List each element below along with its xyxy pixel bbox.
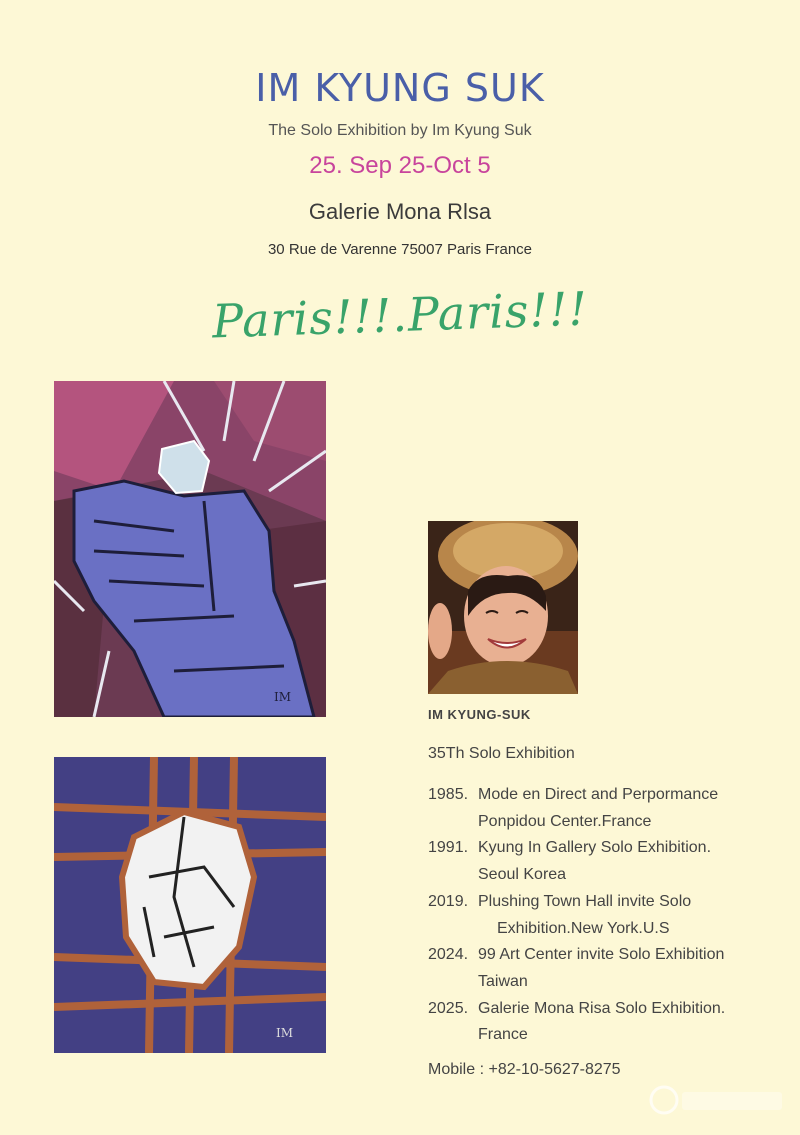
history-item-continued (428, 969, 768, 996)
history-line: Kyung In Gallery Solo Exhibition. (478, 839, 712, 857)
history-line: 99 Art Center invite Solo Exhibition (478, 946, 725, 964)
history-item (428, 889, 768, 916)
signature-text: IM (276, 1026, 294, 1040)
mobile-contact: Mobile : +82-10-5627-8275 (428, 1061, 621, 1078)
history-line: Exhibition.New York.U.S (497, 919, 670, 937)
watermark-logo (648, 1082, 788, 1120)
history-item (428, 835, 768, 862)
history-item (428, 942, 768, 969)
gallery-address: 30 Rue de Varenne 75007 Paris France (267, 241, 533, 258)
history-line: France (478, 1026, 528, 1044)
history-year: 2025. (428, 999, 469, 1017)
history-item-continued (428, 916, 768, 943)
history-line: Taiwan (478, 972, 528, 990)
exhibition-title: IM KYUNG SUK (255, 66, 545, 110)
history-year: 2019. (428, 892, 469, 910)
history-item-continued (428, 1022, 768, 1049)
history-year: 2024. (428, 946, 469, 964)
history-line: Ponpidou Center.France (478, 812, 652, 830)
exhibition-history (428, 782, 768, 1049)
artist-portrait (428, 521, 578, 694)
history-item (428, 996, 768, 1023)
history-item-continued (428, 809, 768, 836)
tagline: Paris!!!.Paris!!! (211, 281, 589, 349)
history-item-continued (428, 862, 768, 889)
artwork-hand-painting (54, 381, 326, 717)
history-line: Galerie Mona Risa Solo Exhibition. (478, 999, 726, 1017)
history-line: Seoul Korea (478, 866, 567, 884)
artwork-cracked-painting (54, 757, 326, 1053)
history-year: 1991. (428, 839, 469, 857)
artist-name: IM KYUNG-SUK (428, 707, 531, 722)
gallery-name: Galerie Mona Rlsa (308, 199, 492, 224)
exhibition-count: 35Th Solo Exhibition (428, 745, 575, 762)
history-year: 1985. (428, 786, 469, 803)
signature-text: IM (274, 690, 292, 704)
history-item (428, 782, 768, 809)
exhibition-dates: 25. Sep 25-Oct 5 (309, 152, 491, 179)
history-line: Mode en Direct and Perpormance (478, 786, 719, 803)
exhibition-subtitle: The Solo Exhibition by Im Kyung Suk (268, 122, 532, 139)
history-line: Plushing Town Hall invite Solo (478, 892, 692, 910)
